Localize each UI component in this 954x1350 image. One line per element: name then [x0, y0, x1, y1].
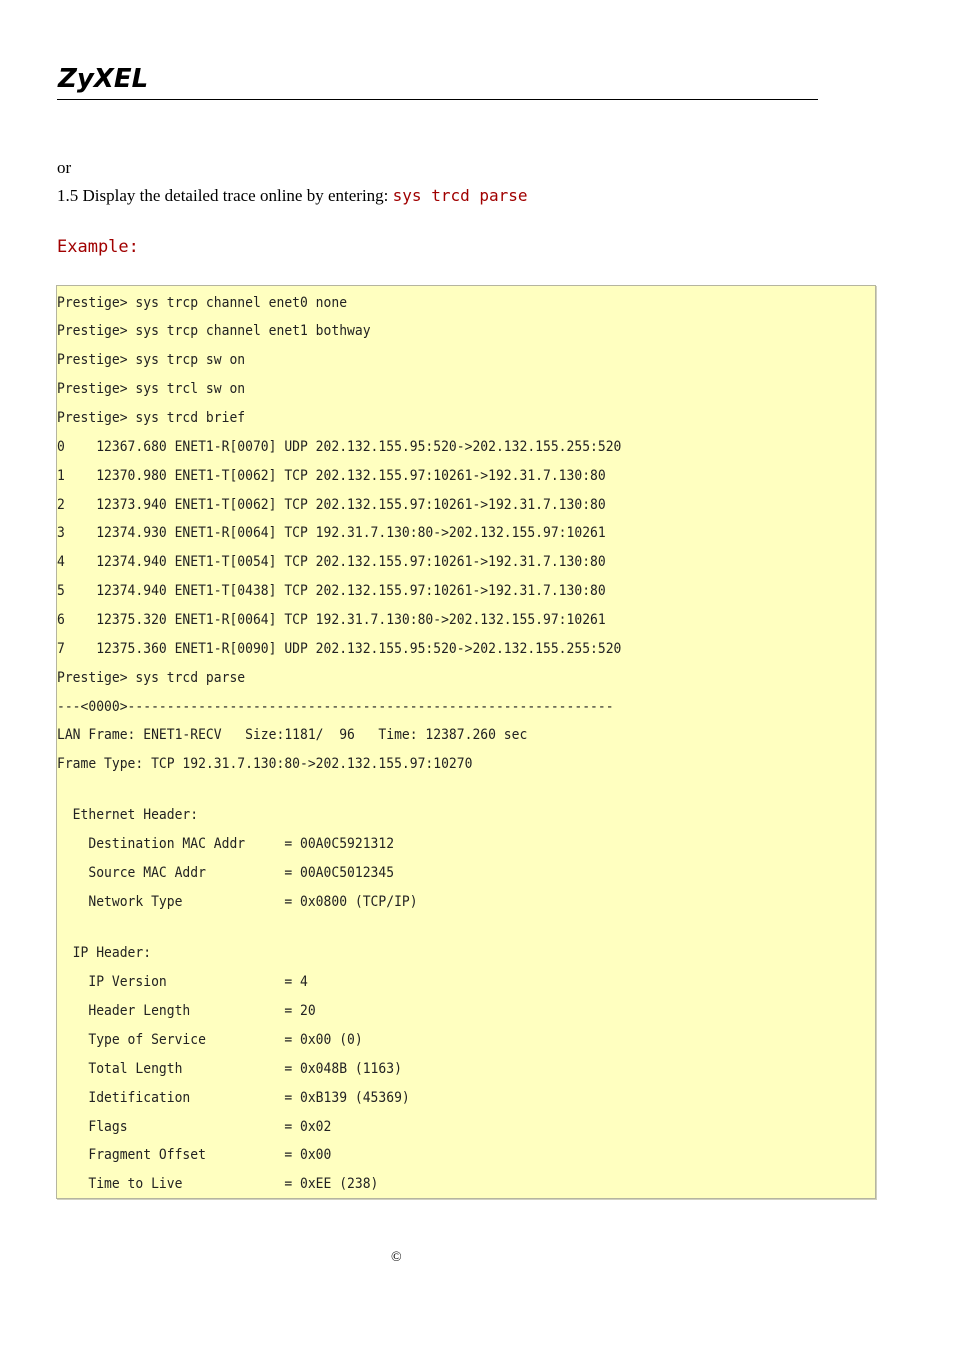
step-paragraph	[57, 186, 528, 206]
code-line: 1 12370.980 ENET1-T[0062] TCP 202.132.155.97:10261->192.31.7.130:80	[57, 468, 606, 484]
code-line: Fragment Offset = 0x00	[57, 1147, 332, 1163]
code-line: Prestige> sys trcd brief	[57, 410, 246, 426]
code-line: 4 12374.940 ENET1-T[0054] TCP 202.132.155.97:10261->192.31.7.130:80	[57, 554, 606, 570]
step-command: sys trcd parse	[392, 186, 528, 205]
code-line: IP Version = 4	[57, 974, 308, 990]
code-line: Ethernet Header:	[57, 807, 199, 823]
code-line: 7 12375.360 ENET1-R[0090] UDP 202.132.155.95:520->202.132.155.255:520	[57, 641, 622, 657]
code-line: Prestige> sys trcd parse	[57, 670, 246, 686]
header-rule	[57, 99, 818, 100]
code-line: Prestige> sys trcp channel enet0 none	[57, 295, 348, 311]
code-line: Frame Type: TCP 192.31.7.130:80->202.132.155.97:10270	[57, 756, 473, 772]
code-line: Network Type = 0x0800 (TCP/IP)	[57, 894, 418, 910]
code-line: Header Length = 20	[57, 1003, 316, 1019]
code-line: LAN Frame: ENET1-RECV Size:1181/ 96 Time: 12387.260 sec	[57, 727, 528, 743]
code-line: Flags = 0x02	[57, 1119, 332, 1135]
code-line: 5 12374.940 ENET1-T[0438] TCP 202.132.155.97:10261->192.31.7.130:80	[57, 583, 606, 599]
code-line: Prestige> sys trcl sw on	[57, 381, 246, 397]
code-line: Total Length = 0x048B (1163)	[57, 1061, 402, 1077]
zyxel-logo: ZyXEL	[58, 64, 149, 94]
code-line: Time to Live = 0xEE (238)	[57, 1176, 379, 1192]
code-line: IP Header:	[57, 945, 152, 961]
code-line: Idetification = 0xB139 (45369)	[57, 1090, 410, 1106]
or-text: or	[57, 158, 72, 177]
code-line: 2 12373.940 ENET1-T[0062] TCP 202.132.155.97:10261->192.31.7.130:80	[57, 497, 606, 513]
code-line: Type of Service = 0x00 (0)	[57, 1032, 363, 1048]
code-line: ---<0000>--------------------------------------------------------------	[57, 699, 614, 715]
code-line: Prestige> sys trcp sw on	[57, 352, 246, 368]
code-line: Prestige> sys trcp channel enet1 bothway	[57, 323, 371, 339]
code-line: 6 12375.320 ENET1-R[0064] TCP 192.31.7.130:80->202.132.155.97:10261	[57, 612, 606, 628]
step-text: 1.5 Display the detailed trace online by entering:	[57, 186, 393, 205]
example-label: Example:	[57, 237, 139, 257]
code-line: Source MAC Addr = 00A0C5012345	[57, 865, 395, 881]
code-line: Destination MAC Addr = 00A0C5921312	[57, 836, 395, 852]
code-line: 0 12367.680 ENET1-R[0070] UDP 202.132.155.95:520->202.132.155.255:520	[57, 439, 622, 455]
code-line: 3 12374.930 ENET1-R[0064] TCP 192.31.7.130:80->202.132.155.97:10261	[57, 525, 606, 541]
copyright-footer: ©	[391, 1250, 402, 1265]
